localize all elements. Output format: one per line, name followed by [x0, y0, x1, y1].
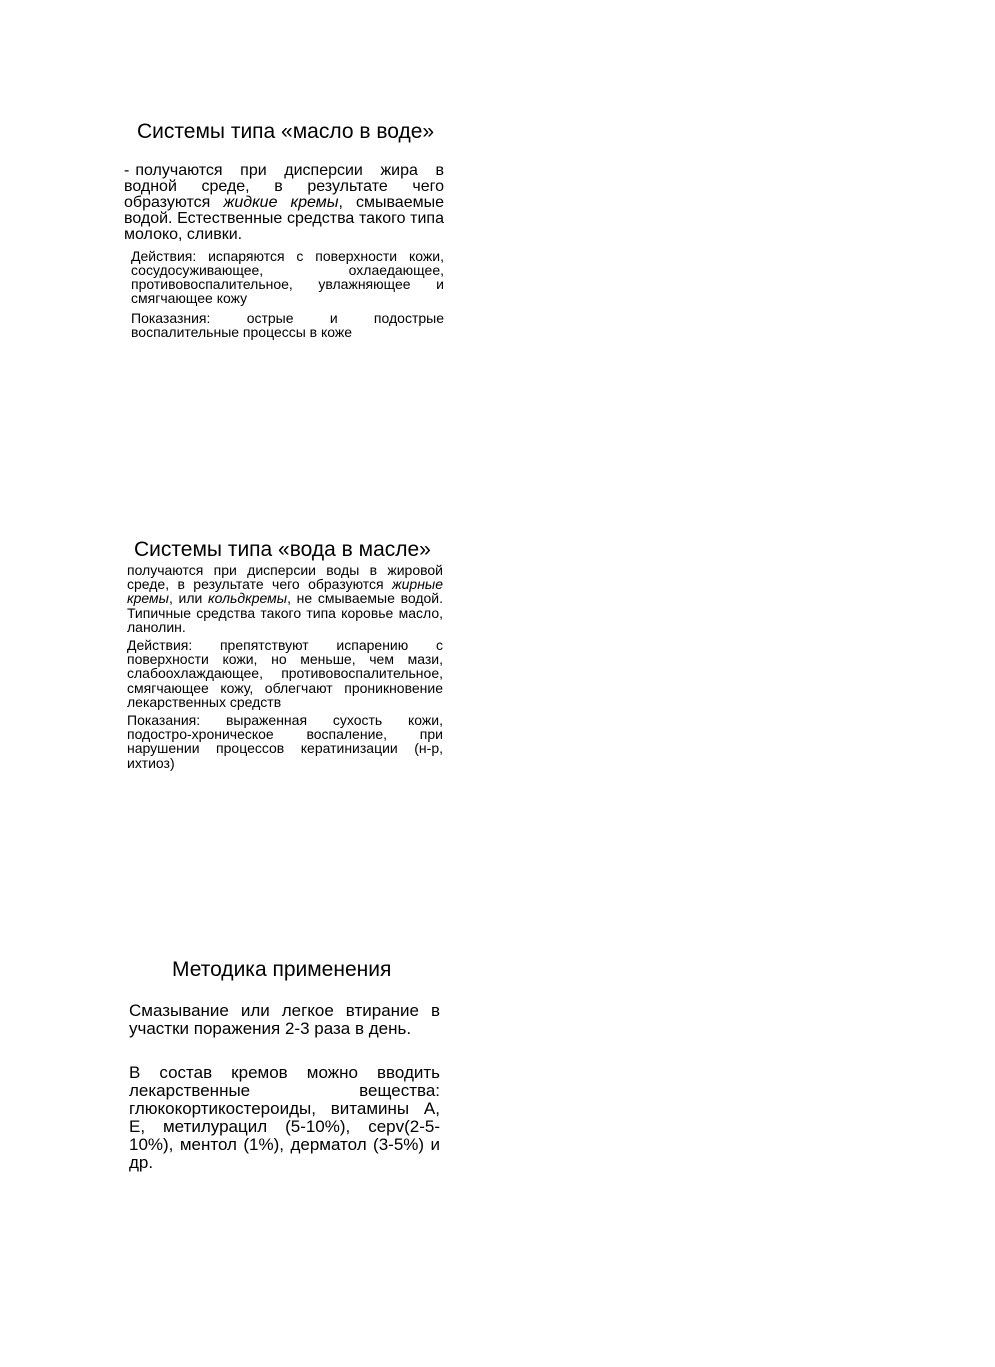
section-oil-in-water — [124, 163, 444, 339]
oil-in-water-text-b: , смываемые водой. Естественные средства такого типа молоко, сливки. — [124, 194, 444, 243]
section-application-method — [129, 1002, 440, 1172]
oil-in-water-description — [124, 163, 444, 243]
water-in-oil-text-a: получаются при дисперсии воды в жировой среде, в результате чего образуются — [127, 562, 443, 593]
water-in-oil-emphasis-1: жирные кремы — [127, 576, 443, 607]
water-in-oil-actions: Действия: препятствуют испарению с поверхности кожи, но меньше, чем мази, слабоохлаждающее, противовоспалительное, смягчающее кожу, облегчают проникновение лекарственных средств — [127, 637, 443, 710]
section-title-water-in-oil: Системы типа «вода в масле» — [134, 538, 431, 561]
section-water-in-oil — [127, 563, 443, 770]
water-in-oil-emphasis-2: кольдкремы — [208, 590, 288, 607]
oil-in-water-actions: Действия: испаряются с поверхности кожи, сосудосуживающее, охлаедающее, противовоспалительное, увлажняющее и смягчающее кожу — [131, 248, 444, 306]
oil-in-water-indications: Показазния: острые и подострые воспалительные процессы в коже — [131, 310, 444, 340]
cream-additives-paragraph: В состав кремов можно вводить лекарственные вещества: глюкокортикостероиды, витамины А, Е, метилурацил (5-10%), серv(2-5-10%), ментол (1%), дерматол (3-5%) и др. — [129, 1063, 440, 1172]
oil-in-water-emphasis: жидкие кремы — [223, 194, 339, 211]
water-in-oil-description — [127, 563, 443, 634]
application-method-paragraph: Смазывание или легкое втирание в участки поражения 2-3 раза в день. — [129, 1001, 440, 1038]
oil-in-water-text-a: получаются при дисперсии жира в водной среде, в результате чего образуются — [124, 162, 444, 211]
water-in-oil-text-b: , или — [168, 590, 209, 607]
section-title-application-method: Методика применения — [172, 958, 392, 981]
water-in-oil-text-c: , не смываемые водой. Типичные средства такого типа коровье масло, ланолин. — [127, 590, 444, 635]
section-title-oil-in-water: Системы типа «масло в воде» — [137, 120, 435, 143]
water-in-oil-indications: Показания: выраженная сухость кожи, подостро-хроническое воспаление, при нарушении процессов кератинизации (н-р, ихтиоз) — [127, 712, 443, 771]
list-dash: - — [124, 162, 130, 179]
